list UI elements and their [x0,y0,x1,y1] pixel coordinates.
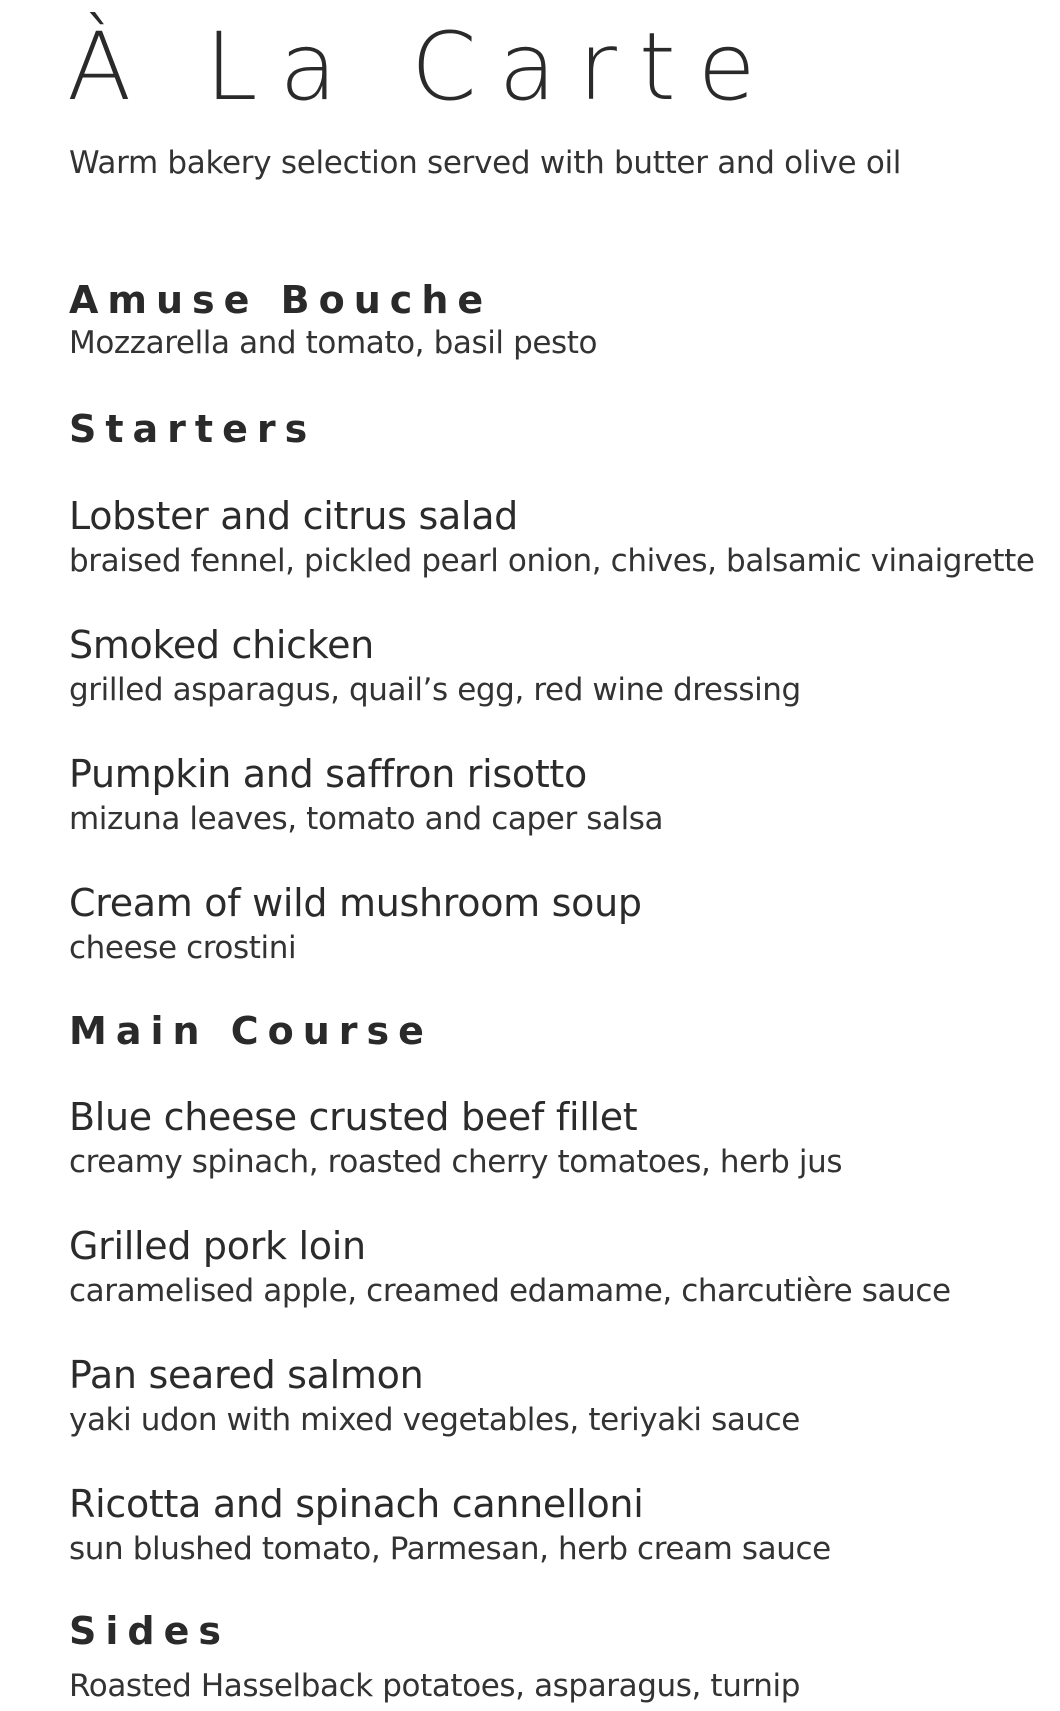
bakery-intro: Warm bakery selection served with butter and olive oil [69,145,902,181]
starter-item-name: Lobster and citrus salad [69,494,519,538]
starter-item-description: grilled asparagus, quail’s egg, red wine dressing [69,672,801,708]
main-course-item-description: yaki udon with mixed vegetables, teriyaki sauce [69,1402,800,1438]
main-course-item-name: Pan seared salmon [69,1353,424,1397]
section-heading-amuse-bouche: Amuse Bouche [69,278,493,322]
main-course-item-name: Ricotta and spinach cannelloni [69,1482,644,1526]
menu-title: À La Carte [67,13,778,122]
starter-item-name: Pumpkin and saffron risotto [69,752,587,796]
main-course-item-name: Grilled pork loin [69,1224,366,1268]
starter-item-name: Cream of wild mushroom soup [69,881,642,925]
section-heading-starters: Starters [69,407,317,451]
section-heading-main-course: Main Course [69,1009,433,1053]
main-course-item-description: creamy spinach, roasted cherry tomatoes, herb jus [69,1144,843,1180]
amuse-bouche-description: Mozzarella and tomato, basil pesto [69,325,598,361]
main-course-item-description: caramelised apple, creamed edamame, charcutière sauce [69,1273,951,1309]
starter-item-description: cheese crostini [69,930,297,966]
section-heading-sides: Sides [69,1609,230,1653]
starter-item-description: braised fennel, pickled pearl onion, chives, balsamic vinaigrette [69,543,1035,579]
starter-item-name: Smoked chicken [69,623,374,667]
main-course-item-name: Blue cheese crusted beef fillet [69,1095,638,1139]
main-course-item-description: sun blushed tomato, Parmesan, herb cream sauce [69,1531,831,1567]
sides-description: Roasted Hasselback potatoes, asparagus, turnip [69,1668,800,1704]
starter-item-description: mizuna leaves, tomato and caper salsa [69,801,664,837]
